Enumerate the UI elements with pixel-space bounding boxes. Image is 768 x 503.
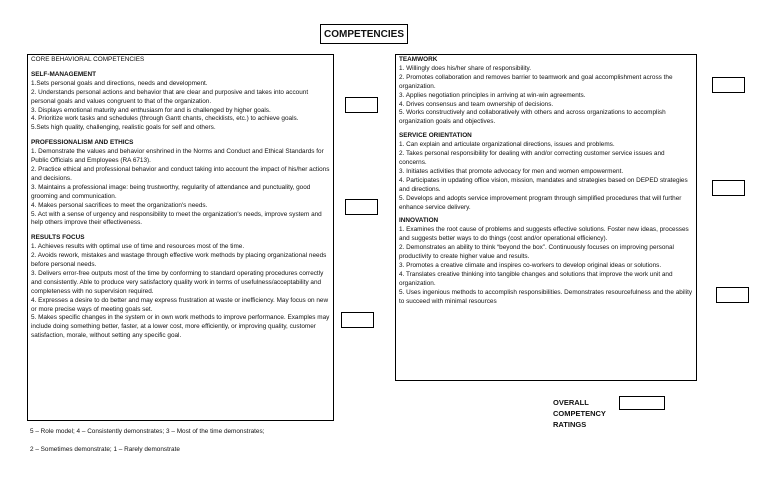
section-title-self-management: SELF-MANAGEMENT (31, 70, 96, 78)
overall-label-line: COMPETENCY (553, 409, 606, 418)
rating-box-results-focus[interactable] (341, 312, 374, 328)
list-item: 4. Drives consensus and team ownership of decisions. (399, 100, 554, 108)
rating-box-innovation[interactable] (716, 287, 749, 303)
page-title: COMPETENCIES (320, 24, 408, 44)
list-item: 4. Expresses a desire to do better and may express frustration at waste or inefficiency. May focus on new or more precise ways of meeting goals set. (31, 296, 329, 313)
list-item: 2. Demonstrates an ability to think “beyond the box”. Continuously focuses on improving personal productivity to create higher value and results. (399, 244, 674, 261)
list-item: 2. Practice ethical and professional behavior and conduct taking into account the impact of his/her actions and decisions. (31, 165, 330, 182)
list-item: 5. Uses ingenious methods to accomplish responsibilities. Demonstrates resourcefulness and the ability to succeed with minimal resources (399, 288, 693, 305)
rating-box-teamwork[interactable] (712, 77, 745, 93)
competencies-right-panel (395, 54, 697, 381)
rating-legend-line-1: 5 – Role model; 4 – Consistently demonstrates; 3 – Most of the time demonstrates; (30, 428, 265, 435)
list-item: 4. Translates creative thinking into tangible changes and solutions that improve the work unit and organization. (399, 270, 673, 287)
core-behavioral-competencies-panel (27, 54, 334, 421)
list-item: 5. Works constructively and collaboratively with others and across organizations to accomplish organization goals and objectives. (399, 109, 666, 126)
panel-header: CORE BEHAVIORAL COMPETENCIES (31, 56, 145, 63)
list-item: 2. Takes personal responsibility for dealing with and/or correcting customer service issues and concerns. (399, 150, 665, 166)
section-title-innovation: INNOVATION (399, 217, 439, 225)
list-item: 3. Initiates activities that promote advocacy for men and women empowerment. (399, 167, 624, 175)
list-item: 1. Willingly does his/her share of responsibility. (399, 64, 532, 72)
overall-competency-ratings-label (553, 397, 606, 430)
list-item: 4. Prioritize work tasks and schedules (through Gantt chants, checklists, etc.) to achieve goals. (31, 115, 299, 123)
list-item: 1. Can explain and articulate organizational directions, issues and problems. (399, 141, 615, 149)
list-item: 2. Promotes collaboration and removes barrier to teamwork and goal accomplishment across the organization. (399, 73, 673, 90)
overall-label-line: RATINGS (553, 420, 587, 429)
rating-box-self-management[interactable] (345, 97, 378, 113)
list-item: 5. Act with a sense of urgency and responsibility to meet the organization's needs, improve system and help others improve their effectiveness. (31, 210, 322, 227)
section-title-service-orientation: SERVICE ORIENTATION (399, 132, 472, 140)
list-item: 1. Demonstrate the values and behavior enshrined in the Norms and Conduct and Ethical Standards for Public Officials and Employees (RA 6713). (31, 148, 324, 165)
list-item: 2. Understands personal actions and behavior that are clear and purposive and takes into account personal goals and values congruent to that of the organization. (31, 88, 309, 105)
list-item: 3. Delivers error-free outputs most of the time by conforming to standard operating procedures correctly and consistently. Able to produce very satisfactory quality work in terms of usefulness/acceptability and completeness with no supervision required. (31, 269, 324, 295)
list-item: 2. Avoids rework, mistakes and wastage through effective work methods by placing organizational needs before personal needs. (31, 252, 327, 269)
list-item: 1.Sets personal goals and directions, needs and development. (31, 79, 208, 87)
rating-box-professionalism[interactable] (345, 199, 378, 215)
overall-rating-box[interactable] (619, 396, 665, 410)
section-title-results-focus: RESULTS FOCUS (31, 234, 85, 242)
list-item: 3. Maintains a professional image: being trustworthy, regularity of attendance and punctuality, good grooming and communication. (31, 183, 311, 200)
list-item: 4. Makes personal sacrifices to meet the organization's needs. (31, 201, 208, 209)
list-item: 5.Sets high quality, challenging, realistic goals for self and others. (31, 124, 216, 132)
list-item: 1. Examines the root cause of problems and suggests effective solutions. Foster new ideas, processes and suggests better ways to do things (cost and/or operational efficiency). (399, 226, 689, 243)
overall-label-line: OVERALL (553, 398, 589, 407)
list-item: 4. Participates in updating office vision, mission, mandates and strategies based on DEPED strategies and directions. (399, 176, 688, 193)
rating-box-service-orientation[interactable] (712, 180, 745, 196)
list-item: 3. Promotes a creative climate and inspires co-workers to develop original ideas or solutions. (399, 261, 662, 269)
list-item: 3. Applies negotiation principles in arriving at win-win agreements. (399, 91, 586, 99)
list-item: 3. Displays emotional maturity and enthusiasm for and is challenged by higher goals. (31, 106, 271, 114)
list-item: 1. Achieves results with optimal use of time and resources most of the time. (31, 243, 245, 251)
section-title-professionalism: PROFESSIONALISM AND ETHICS (31, 139, 134, 147)
section-title-teamwork: TEAMWORK (399, 56, 438, 63)
list-item: 5. Develops and adopts service improvement program through simplified procedures that will further enhance service delivery. (399, 194, 682, 211)
list-item: 5. Makes specific changes in the system or in own work methods to improve performance. Examples may include doing something better, faster, at a lower cost, more efficiently, or improving quality, customer satisfaction, morale, without setting any specific goal. (31, 314, 330, 340)
rating-legend-line-2: 2 – Sometimes demonstrate; 1 – Rarely demonstrate (30, 446, 180, 453)
